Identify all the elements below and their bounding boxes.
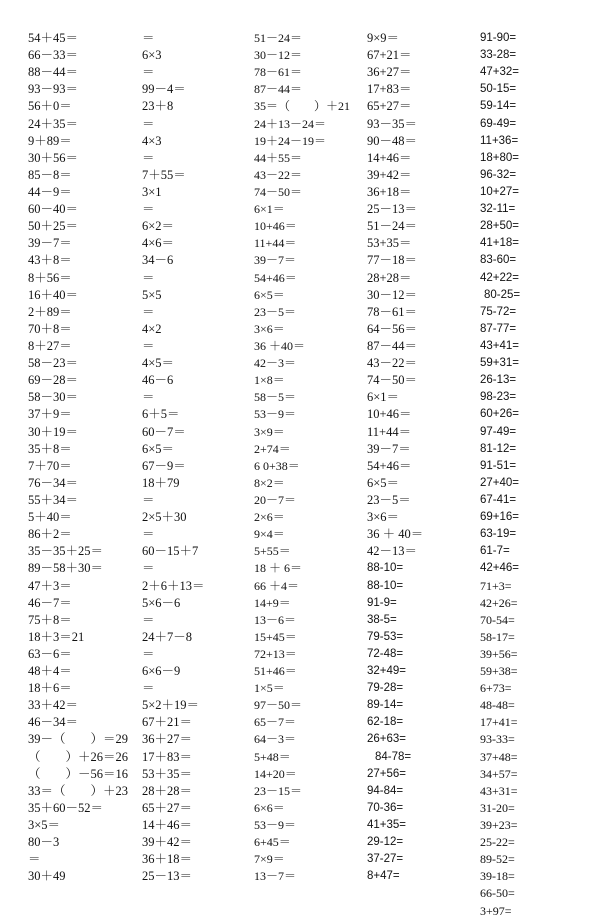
math-problem: 25－13＝ bbox=[142, 869, 193, 884]
math-problem: 11+44＝ bbox=[367, 424, 412, 439]
math-problem: 39＋42＝ bbox=[142, 835, 193, 850]
math-problem: ＝ bbox=[142, 65, 155, 80]
math-problem: 35＝（ ）＋21 bbox=[254, 99, 351, 114]
math-problem: 30＋49 bbox=[28, 869, 66, 884]
math-problem: 6+73= bbox=[480, 681, 512, 696]
math-problem: 6×5＝ bbox=[142, 441, 175, 456]
math-problem: 50-15= bbox=[480, 83, 517, 96]
math-problem: 23－15＝ bbox=[254, 783, 303, 798]
math-problem: 33＝（ ）＋23 bbox=[28, 783, 129, 798]
math-problem: 14＋46＝ bbox=[142, 818, 193, 833]
math-problem: 23－5＝ bbox=[367, 492, 411, 507]
math-problem: 62-18= bbox=[367, 716, 404, 729]
math-problem: 98-23= bbox=[480, 391, 517, 404]
math-problem: 8＋27＝ bbox=[28, 338, 72, 353]
math-problem: 5×2＋19＝ bbox=[142, 698, 200, 713]
math-problem: 53－9＝ bbox=[254, 407, 297, 422]
math-problem: 5×6－6 bbox=[142, 595, 181, 610]
math-problem: 71+3= bbox=[480, 578, 512, 593]
math-problem: 39-18= bbox=[480, 869, 515, 884]
math-problem: 28+28＝ bbox=[367, 270, 412, 285]
math-problem: 44－9＝ bbox=[28, 184, 72, 199]
math-problem: 35＋60－52＝ bbox=[28, 800, 104, 815]
math-problem: 23＋8 bbox=[142, 99, 174, 114]
math-problem: 17+83＝ bbox=[367, 82, 412, 97]
math-problem: 18＋3＝21 bbox=[28, 629, 85, 644]
math-problem: 43－22＝ bbox=[367, 356, 418, 371]
math-problem: 9×4＝ bbox=[254, 527, 285, 542]
math-problem: 58-17= bbox=[480, 629, 515, 644]
math-problem: 24＋13－24＝ bbox=[254, 116, 327, 131]
math-problem: 56＋0＝ bbox=[28, 99, 72, 114]
math-problem: 66-50= bbox=[480, 886, 515, 901]
math-problem: 87－44＝ bbox=[254, 82, 303, 97]
math-problem: 6 0+38＝ bbox=[254, 458, 300, 473]
math-problem: 99－4＝ bbox=[142, 82, 186, 97]
math-problem: 47＋3＝ bbox=[28, 578, 72, 593]
math-problem: 54+46＝ bbox=[254, 270, 297, 285]
math-problem: 60－7＝ bbox=[142, 424, 186, 439]
math-problem: 36 ＋40＝ bbox=[254, 338, 306, 353]
math-problem: 89-52= bbox=[480, 852, 515, 867]
math-problem: 48-48= bbox=[480, 698, 515, 713]
math-problem: 30－12＝ bbox=[254, 48, 303, 63]
math-problem: 18＋79 bbox=[142, 475, 180, 490]
math-problem: 34－6 bbox=[142, 253, 174, 268]
math-problem: 5×5 bbox=[142, 287, 162, 302]
math-problem: 44＋55＝ bbox=[254, 150, 303, 165]
math-problem: 42+22= bbox=[480, 271, 520, 284]
math-problem: 43＋8＝ bbox=[28, 253, 72, 268]
math-problem: 65＋27＝ bbox=[142, 800, 193, 815]
math-problem: 25－13＝ bbox=[367, 202, 418, 217]
math-problem: 61-7= bbox=[480, 545, 510, 558]
math-problem: 48＋4＝ bbox=[28, 664, 72, 679]
math-problem: 89-14= bbox=[367, 699, 404, 712]
math-problem: 5＋40＝ bbox=[28, 510, 72, 525]
problem-column-1 bbox=[28, 30, 146, 885]
math-problem: 58－30＝ bbox=[28, 390, 79, 405]
math-problem: 87－44＝ bbox=[367, 338, 418, 353]
math-problem: 8×2＝ bbox=[254, 475, 285, 490]
math-problem: 14+46＝ bbox=[367, 150, 412, 165]
math-problem: 6+45＝ bbox=[254, 835, 291, 850]
math-problem: 4×2 bbox=[142, 321, 162, 336]
math-problem: 1×5＝ bbox=[254, 681, 285, 696]
math-problem: ＝ bbox=[142, 31, 155, 45]
math-problem: 58－5＝ bbox=[254, 390, 297, 405]
math-problem: 10+27= bbox=[480, 185, 520, 198]
math-problem: 51－24＝ bbox=[367, 219, 418, 234]
math-problem: 72-48= bbox=[367, 647, 404, 660]
math-problem: 36＋27＝ bbox=[142, 732, 193, 747]
math-problem: 93-33= bbox=[480, 732, 515, 747]
math-problem: 17+41= bbox=[480, 715, 518, 730]
math-problem: 42+26= bbox=[480, 595, 518, 610]
math-problem: 91-9= bbox=[367, 596, 397, 609]
math-problem: 3×6＝ bbox=[367, 510, 400, 525]
math-problem: 27+56= bbox=[367, 767, 407, 780]
math-problem: 97-49= bbox=[480, 425, 517, 438]
math-problem: ＝ bbox=[142, 646, 155, 661]
math-problem: ＝ bbox=[142, 116, 155, 131]
math-problem: 41+18= bbox=[480, 237, 520, 250]
math-problem: 87-77= bbox=[480, 322, 517, 335]
math-problem: 66 ＋4＝ bbox=[254, 578, 300, 593]
math-problem: 31-20= bbox=[480, 800, 515, 815]
math-problem: 3×1 bbox=[142, 184, 162, 199]
math-problem: 72+13＝ bbox=[254, 646, 297, 661]
math-problem: 59+31= bbox=[480, 357, 520, 370]
math-problem: 63－6＝ bbox=[28, 646, 72, 661]
math-problem: 89－58＋30＝ bbox=[28, 561, 104, 576]
math-problem: 36+18＝ bbox=[367, 184, 412, 199]
math-problem: 69-49= bbox=[480, 117, 517, 130]
math-problem: ＝ bbox=[142, 527, 155, 542]
math-problem: 46－6 bbox=[142, 373, 174, 388]
math-problem: 27+40= bbox=[480, 476, 520, 489]
math-problem: 29-12= bbox=[367, 836, 404, 849]
math-problem: 37+48= bbox=[480, 749, 518, 764]
math-problem: 54＋45＝ bbox=[28, 31, 79, 45]
math-problem: 39－7＝ bbox=[367, 441, 411, 456]
math-problem: 33-28= bbox=[480, 49, 517, 62]
math-problem: 53＋35＝ bbox=[142, 766, 193, 781]
math-problem: 4×6＝ bbox=[142, 236, 175, 251]
math-problem: 60+26= bbox=[480, 408, 520, 421]
math-problem: 36＋18＝ bbox=[142, 852, 193, 867]
math-problem: 91-51= bbox=[480, 459, 517, 472]
math-problem: 75＋8＝ bbox=[28, 612, 72, 627]
math-problem: 16＋40＝ bbox=[28, 287, 79, 302]
math-problem: ＝ bbox=[142, 681, 155, 696]
math-problem: 46－7＝ bbox=[28, 595, 72, 610]
math-problem: 85－8＝ bbox=[28, 167, 72, 182]
math-problem: 11+36= bbox=[480, 134, 519, 147]
math-problem: 35－35＋25＝ bbox=[28, 544, 104, 559]
math-problem: ＝ bbox=[28, 852, 41, 867]
math-problem: 28+50= bbox=[480, 220, 520, 233]
math-problem: 6×6＝ bbox=[254, 800, 285, 815]
math-problem: 19＋24－19＝ bbox=[254, 133, 327, 148]
math-problem: 4×3 bbox=[142, 133, 162, 148]
math-problem: 75-72= bbox=[480, 305, 517, 318]
math-problem: 32+49= bbox=[367, 665, 407, 678]
math-problem: 34+57= bbox=[480, 766, 518, 781]
math-problem: 51+46＝ bbox=[254, 664, 297, 679]
math-problem: 64－56＝ bbox=[367, 321, 418, 336]
math-problem: 53－9＝ bbox=[254, 818, 297, 833]
math-problem: 67＋21＝ bbox=[142, 715, 193, 730]
math-problem: 97－50＝ bbox=[254, 698, 303, 713]
math-problem: 39+56= bbox=[480, 646, 518, 661]
math-problem: 42－3＝ bbox=[254, 356, 297, 371]
math-problem: 32-11= bbox=[480, 203, 516, 216]
math-problem: 39+23= bbox=[480, 818, 518, 833]
math-problem: 93－93＝ bbox=[28, 82, 79, 97]
math-problem: 88－44＝ bbox=[28, 65, 79, 80]
math-problem: 18+80= bbox=[480, 151, 520, 164]
math-problem: 26+63= bbox=[367, 733, 407, 746]
math-problem: 13－7＝ bbox=[254, 869, 297, 884]
math-problem: （ ）－56＝16 bbox=[28, 766, 129, 781]
math-problem: 6×1＝ bbox=[367, 390, 400, 405]
math-problem: 8+47= bbox=[367, 870, 400, 883]
math-problem: 38-5= bbox=[367, 613, 397, 626]
math-problem: ＝ bbox=[142, 561, 155, 576]
math-problem: 54+46＝ bbox=[367, 458, 412, 473]
math-problem: 67-41= bbox=[480, 493, 517, 506]
math-problem: 6×2＝ bbox=[142, 219, 175, 234]
math-problem: ＝ bbox=[142, 270, 155, 285]
math-problem: 43+41= bbox=[480, 339, 520, 352]
math-problem: 74－50＝ bbox=[367, 373, 418, 388]
math-problem: 10+46＝ bbox=[254, 219, 297, 234]
math-problem: 2×5＋30 bbox=[142, 510, 187, 525]
math-problem: 64－3＝ bbox=[254, 732, 297, 747]
math-problem: 88-10= bbox=[367, 562, 404, 575]
math-problem: 18 ＋ 6＝ bbox=[254, 561, 303, 576]
math-problem: 36+27＝ bbox=[367, 65, 412, 80]
math-problem: 30＋56＝ bbox=[28, 150, 79, 165]
math-problem: 28＋28＝ bbox=[142, 783, 193, 798]
math-problem: 76－34＝ bbox=[28, 475, 79, 490]
math-problem: 78－61＝ bbox=[367, 304, 418, 319]
math-problem: 65－7＝ bbox=[254, 715, 297, 730]
math-problem: 66－33＝ bbox=[28, 48, 79, 63]
math-problem: 78－61＝ bbox=[254, 65, 303, 80]
math-problem: 1×8＝ bbox=[254, 373, 285, 388]
math-problem: ＝ bbox=[142, 150, 155, 165]
math-problem: 42－13＝ bbox=[367, 544, 418, 559]
math-problem: 6×1＝ bbox=[254, 202, 285, 217]
math-problem: 30＋19＝ bbox=[28, 424, 79, 439]
math-problem: 10+46＝ bbox=[367, 407, 412, 422]
math-problem: 35＋8＝ bbox=[28, 441, 72, 456]
math-problem: 37＋9＝ bbox=[28, 407, 72, 422]
math-problem: ＝ bbox=[142, 492, 155, 507]
math-problem: 93－35＝ bbox=[367, 116, 418, 131]
math-problem: 42+46= bbox=[480, 562, 520, 575]
math-problem: 3×5＝ bbox=[28, 818, 61, 833]
math-problem: 67－9＝ bbox=[142, 458, 186, 473]
math-problem: 67+21＝ bbox=[367, 48, 412, 63]
math-problem: 5+48＝ bbox=[254, 749, 291, 764]
math-problem: 6×5＝ bbox=[254, 287, 285, 302]
math-problem: 69－28＝ bbox=[28, 373, 79, 388]
math-problem: 15+45＝ bbox=[254, 629, 297, 644]
math-problem: 7×9＝ bbox=[254, 852, 285, 867]
math-problem: （ ）＋26＝26 bbox=[28, 749, 129, 764]
math-problem: 36 ＋ 40＝ bbox=[367, 527, 424, 542]
math-problem: 74－50＝ bbox=[254, 184, 303, 199]
math-problem: 23－5＝ bbox=[254, 304, 297, 319]
math-problem: 37-27= bbox=[367, 853, 404, 866]
math-problem: 24＋35＝ bbox=[28, 116, 79, 131]
math-problem: 91-90= bbox=[480, 32, 517, 44]
math-problem: 46－34＝ bbox=[28, 715, 79, 730]
math-problem: 9×9＝ bbox=[367, 31, 400, 45]
math-problem: 33＋42＝ bbox=[28, 698, 79, 713]
math-problem: 7＋70＝ bbox=[28, 458, 72, 473]
problem-column-3 bbox=[254, 30, 372, 885]
math-problem: 47+32= bbox=[480, 66, 520, 79]
math-problem: 86＋2＝ bbox=[28, 527, 72, 542]
math-problem: 88-10= bbox=[367, 579, 404, 592]
math-problem: 26-13= bbox=[480, 374, 517, 387]
math-problem: ＝ bbox=[142, 304, 155, 319]
math-problem: 43+31= bbox=[480, 783, 518, 798]
math-problem: 53+35＝ bbox=[367, 236, 412, 251]
math-problem: 65+27＝ bbox=[367, 99, 412, 114]
math-problem: 70-54= bbox=[480, 612, 515, 627]
math-problem: 59-14= bbox=[480, 100, 517, 113]
math-problem: ＝ bbox=[142, 202, 155, 217]
math-problem: 2+74＝ bbox=[254, 441, 291, 456]
math-problem: 39+42＝ bbox=[367, 167, 412, 182]
math-problem: 83-60= bbox=[480, 254, 517, 267]
math-problem: 14+9＝ bbox=[254, 595, 291, 610]
math-problem: 80－3 bbox=[28, 835, 60, 850]
math-problem: 30－12＝ bbox=[367, 287, 418, 302]
math-problem: 13－6＝ bbox=[254, 612, 297, 627]
math-problem: 6×6－9 bbox=[142, 664, 181, 679]
math-problem: ＝ bbox=[142, 390, 155, 405]
math-problem: 6＋5＝ bbox=[142, 407, 180, 422]
math-problem: 77－18＝ bbox=[367, 253, 418, 268]
math-problem: 90－48＝ bbox=[367, 133, 418, 148]
math-problem: 4×5＝ bbox=[142, 356, 175, 371]
math-problem: 69+16= bbox=[480, 511, 520, 524]
math-problem: 6×5＝ bbox=[367, 475, 400, 490]
problem-column-5 bbox=[480, 30, 598, 920]
math-problem: 96-32= bbox=[480, 168, 517, 181]
math-problem: 63-19= bbox=[480, 528, 517, 541]
math-problem: 43－22＝ bbox=[254, 167, 303, 182]
math-problem: ＝ bbox=[142, 612, 155, 627]
math-problem: 70＋8＝ bbox=[28, 321, 72, 336]
math-problem: 8＋56＝ bbox=[28, 270, 72, 285]
math-problem: 5+55＝ bbox=[254, 544, 291, 559]
math-problem: 2×6＝ bbox=[254, 510, 285, 525]
math-problem: 2＋6＋13＝ bbox=[142, 578, 205, 593]
math-problem: 39－（ ）＝29 bbox=[28, 732, 129, 747]
math-problem: 58－23＝ bbox=[28, 356, 79, 371]
math-problem: 55＋34＝ bbox=[28, 492, 79, 507]
math-problem: 18＋6＝ bbox=[28, 681, 72, 696]
math-problem: 25-22= bbox=[480, 835, 515, 850]
math-problem: 6×3 bbox=[142, 48, 162, 63]
math-problem: 3×6＝ bbox=[254, 321, 285, 336]
math-problem: 51－24＝ bbox=[254, 31, 303, 45]
math-problem: 9＋89＝ bbox=[28, 133, 72, 148]
math-problem: 39－7＝ bbox=[254, 253, 297, 268]
math-problem: 79-53= bbox=[367, 630, 404, 643]
problem-column-2 bbox=[142, 30, 260, 885]
math-problem: 59+38= bbox=[480, 664, 518, 679]
math-problem: 60－15＋7 bbox=[142, 544, 199, 559]
math-problem: 79-28= bbox=[367, 682, 404, 695]
math-problem: 60－40＝ bbox=[28, 202, 79, 217]
math-problem: 94-84= bbox=[367, 784, 404, 797]
problem-column-4 bbox=[367, 30, 485, 885]
math-problem: ＝ bbox=[142, 338, 155, 353]
math-problem: 50＋25＝ bbox=[28, 219, 79, 234]
math-problem: 20－7＝ bbox=[254, 492, 297, 507]
math-problem: 17＋83＝ bbox=[142, 749, 193, 764]
math-problem: 11+44＝ bbox=[254, 236, 297, 251]
math-problem: 39－7＝ bbox=[28, 236, 72, 251]
math-problem: 3+97= bbox=[480, 903, 512, 918]
math-problem: 24＋7－8 bbox=[142, 629, 193, 644]
math-problem: 7＋55＝ bbox=[142, 167, 186, 182]
math-problem: 3×9＝ bbox=[254, 424, 285, 439]
math-problem: 41+35= bbox=[367, 819, 407, 832]
math-problem: 2＋89＝ bbox=[28, 304, 72, 319]
math-problem: 80-25= bbox=[484, 288, 521, 301]
math-problem: 84-78= bbox=[375, 750, 412, 763]
math-problem: 81-12= bbox=[480, 442, 517, 455]
math-problem: 70-36= bbox=[367, 801, 404, 814]
math-problem: 14+20＝ bbox=[254, 766, 297, 781]
